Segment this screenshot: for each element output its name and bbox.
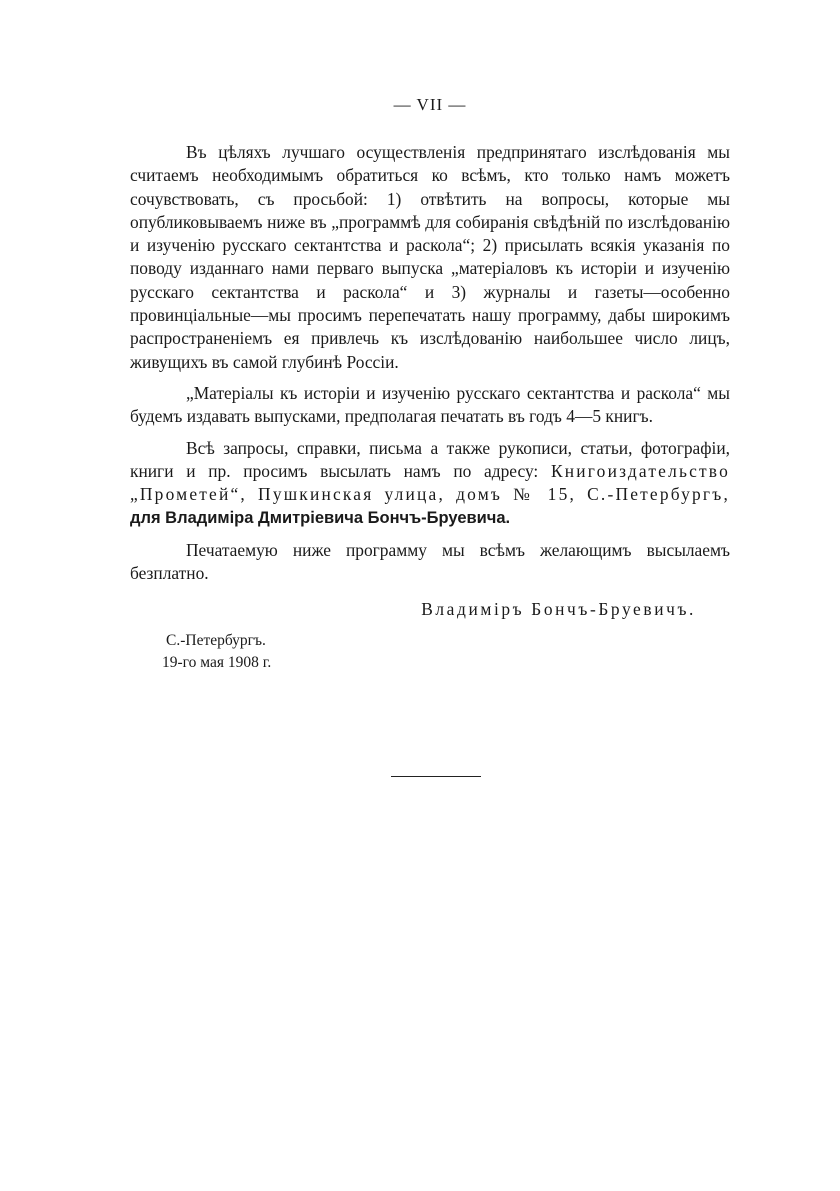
place-date-block (162, 630, 730, 674)
document-page (130, 95, 730, 674)
section-divider-rule (391, 776, 481, 777)
recipient-name: для Владиміра Дмитріевича Бончъ-Бруевича. (130, 509, 511, 528)
date-line: 19-го мая 1908 г. (162, 654, 272, 672)
paragraph-address (130, 437, 730, 531)
paragraph-materials: „Матеріалы къ исторіи и изученію русскаго сектантства и раскола“ мы будемъ издавать выпусками, предполагая печатать въ годъ 4—5 книгъ. (130, 382, 730, 427)
paragraph-closing: Печатаемую ниже программу мы всѣмъ желающимъ высылаемъ безплатно. (130, 539, 730, 584)
page-number: — VII — (393, 95, 467, 114)
publisher-address: Книгоиздательство „Прометей“, Пушкинская улица, домъ № 15, С.-Петербургъ, (130, 460, 730, 505)
author-signature: Владиміръ Бончъ-Бруевичъ. (421, 599, 696, 620)
paragraph-request: Въ цѣляхъ лучшаго осуществленія предпринятаго изслѣдованія мы считаемъ необходимымъ обратиться ко всѣмъ, кто только намъ можетъ сочувствовать, съ просьбой: 1) отвѣтить на вопросы, которые мы опубликовываемъ ниже въ „программѣ для собиранія свѣдѣній по изслѣдованію и изученію русскаго сектантства и раскола“; 2) присылать всякія указанія по поводу изданнаго нами перваго выпуска „матеріаловъ къ исторіи и изученію русскаго сектантства и раскола“ и 3) журналы и газеты—особенно провинціальные—мы просимъ перепечатать нашу программу, дабы широкимъ распространеніемъ ея привлечь къ изслѣдованію наибольшее число лицъ, живущихъ въ самой глубинѣ Россіи. (130, 142, 730, 372)
address-intro-text: Всѣ запросы, справки, письма а также рукописи, статьи, фотографіи, книги и пр. просимъ высылать намъ по адресу: (130, 437, 730, 481)
place-line: С.-Петербургъ. (166, 632, 266, 650)
